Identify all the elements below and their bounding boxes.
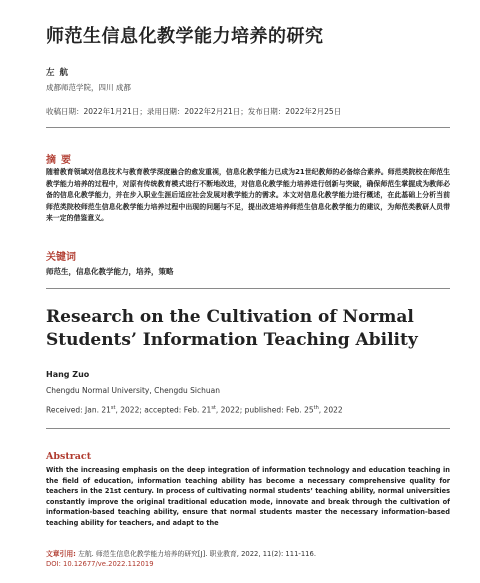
english-title: Research on the Cultivation of Normal Students’ Information Teaching Ability bbox=[46, 307, 418, 350]
doi-link[interactable]: DOI: 10.12677/ve.2022.112019 bbox=[46, 560, 154, 568]
citation-label: 文章引用: bbox=[46, 550, 76, 558]
chinese-keywords-heading: 关键词 bbox=[46, 252, 76, 263]
english-dates bbox=[46, 405, 343, 415]
chinese-abstract-heading: 摘要 bbox=[46, 155, 76, 166]
ordinal-suffix: st bbox=[110, 405, 116, 411]
year: , 2022 bbox=[318, 405, 343, 415]
english-abstract: With the increasing emphasis on the deep integration of information technology and education teaching in the field of education, information teaching ability has become a necessary comprehensive quality for teachers in the 21st century. In process of cultivating normal students’ teaching ability, normal universities constantly improve the original traditional education mode, innovate and break through the cultivation of information-based teaching ability, ensure that normal students master the necessary information-based teaching ability for teachers, and adapt to the bbox=[46, 466, 450, 527]
divider bbox=[46, 428, 450, 429]
received-date: Received: Jan. 21 bbox=[46, 405, 111, 415]
chinese-dates: 收稿日期：2022年1月21日；录用日期：2022年2月21日；发布日期：2022年2月25日 bbox=[46, 107, 342, 116]
divider bbox=[46, 127, 450, 128]
chinese-keywords: 师范生，信息化教学能力，培养，策略 bbox=[46, 267, 174, 276]
ordinal-suffix: st bbox=[211, 405, 216, 411]
published-date: , 2022; published: Feb. 25 bbox=[215, 405, 314, 415]
chinese-author: 左航 bbox=[46, 68, 74, 78]
english-author: Hang Zuo bbox=[46, 370, 90, 379]
english-affiliation: Chengdu Normal University, Chengdu Sichuan bbox=[46, 386, 220, 395]
chinese-affiliation: 成都师范学院，四川 成都 bbox=[46, 83, 131, 92]
chinese-abstract: 随着教育领域对信息技术与教育教学深度融合的愈发重视，信息化教学能力已成为21世纪教师的必备综合素养。师范类院校在师范生教学能力培养的过程中，对原有传统教育模式进行不断地改进，对信息化教学能力培养进行创新与突破，确保师范生掌握成为教师必备的信息化教学能力，并在步入职业生涯后适应社会发展对教学能力的需求。本文对信息化教学能力进行概述，在此基础上分析当前师范类院校师范生信息化教学能力培养过程中出现的问题与不足，提出改进培养师范生信息化教学能力的建议，为师范类教研人员带来一定的借鉴意义。 bbox=[46, 168, 450, 222]
chinese-title: 师范生信息化教学能力培养的研究 bbox=[46, 26, 324, 47]
citation-text: 左航. 师范生信息化教学能力培养的研究[J]. 职业教育, 2022, 11(2): 111-116. bbox=[75, 550, 316, 558]
divider bbox=[46, 288, 450, 289]
english-abstract-heading: Abstract bbox=[46, 451, 92, 462]
citation bbox=[46, 548, 316, 558]
accepted-date: , 2022; accepted: Feb. 21 bbox=[115, 405, 212, 415]
ordinal-suffix: th bbox=[313, 405, 319, 411]
